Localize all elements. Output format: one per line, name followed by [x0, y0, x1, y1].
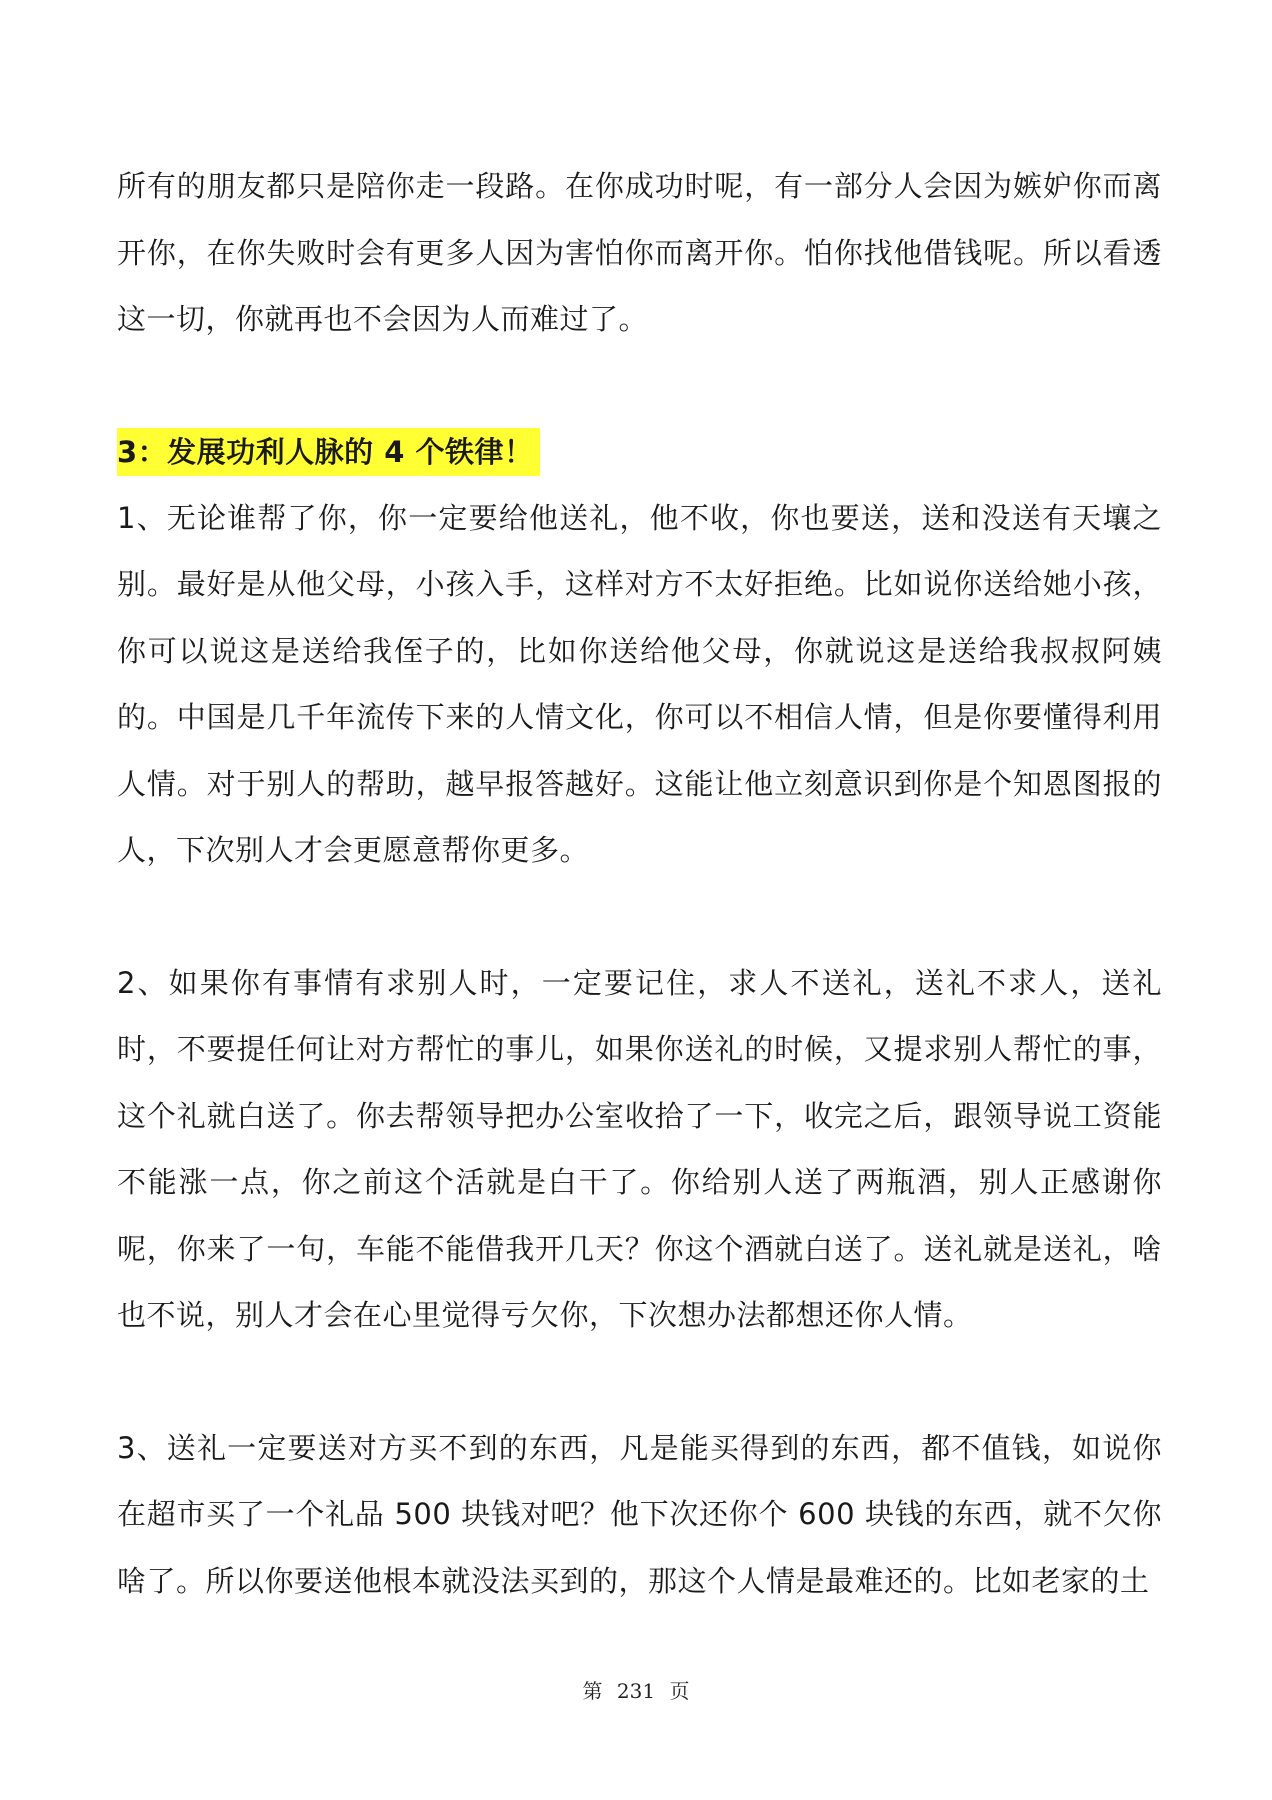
intro-paragraph: 所有的朋友都只是陪你走一段路。在你成功时呢，有一部分人会因为嫉妒你而离开你，在你失败时会有更多人因为害怕你而离开你。怕你找他借钱呢。所以看透这一切，你就再也不会因为人而难过了。	[117, 169, 1162, 336]
section-heading: 3：发展功利人脉的 4 个铁律！	[117, 428, 540, 476]
footer-prefix: 第	[582, 1679, 603, 1703]
point-paragraph-1: 1、无论谁帮了你，你一定要给他送礼，他不收，你也要送，送和没送有天壤之别。最好是从他父母，小孩入手，这样对方不太好拒绝。比如说你送给她小孩，你可以说这是送给我侄子的，比如你送给他父母，你就说这是送给我叔叔阿姨的。中国是几千年流传下来的人情文化，你可以不相信人情，但是你要懂得利用人情。对于别人的帮助，越早报答越好。这能让他立刻意识到你是个知恩图报的人，下次别人才会更愿意帮你更多。	[117, 500, 1162, 867]
paragraph-gap	[117, 1349, 1162, 1415]
paragraph-gap	[117, 884, 1162, 950]
point-paragraph-3: 3、送礼一定要送对方买不到的东西，凡是能买得到的东西，都不值钱，如说你在超市买了一个礼品 500 块钱对吧？他下次还你个 600 块钱的东西，就不欠你啥了。所以你要送他根本就没法买到的，那这个人情是最难还的。比如老家的土	[117, 1430, 1162, 1598]
page-number: 231	[616, 1679, 656, 1703]
point-paragraph-2: 2、如果你有事情有求别人时，一定要记住，求人不送礼，送礼不求人，送礼时，不要提任何让对方帮忙的事儿，如果你送礼的时候，又提求别人帮忙的事，这个礼就白送了。你去帮领导把办公室收拾了一下，收完之后，跟领导说工资能不能涨一点，你之前这个活就是白干了。你给别人送了两瓶酒，别人正感谢你呢，你来了一句，车能不能借我开几天？你这个酒就白送了。送礼就是送礼，啥也不说，别人才会在心里觉得亏欠你，下次想办法都想还你人情。	[117, 965, 1162, 1332]
page-footer	[0, 1675, 1272, 1704]
paragraph-gap	[117, 353, 1162, 419]
section-heading-row	[117, 419, 1162, 485]
footer-suffix: 页	[669, 1679, 690, 1703]
page-content	[117, 153, 1162, 1614]
